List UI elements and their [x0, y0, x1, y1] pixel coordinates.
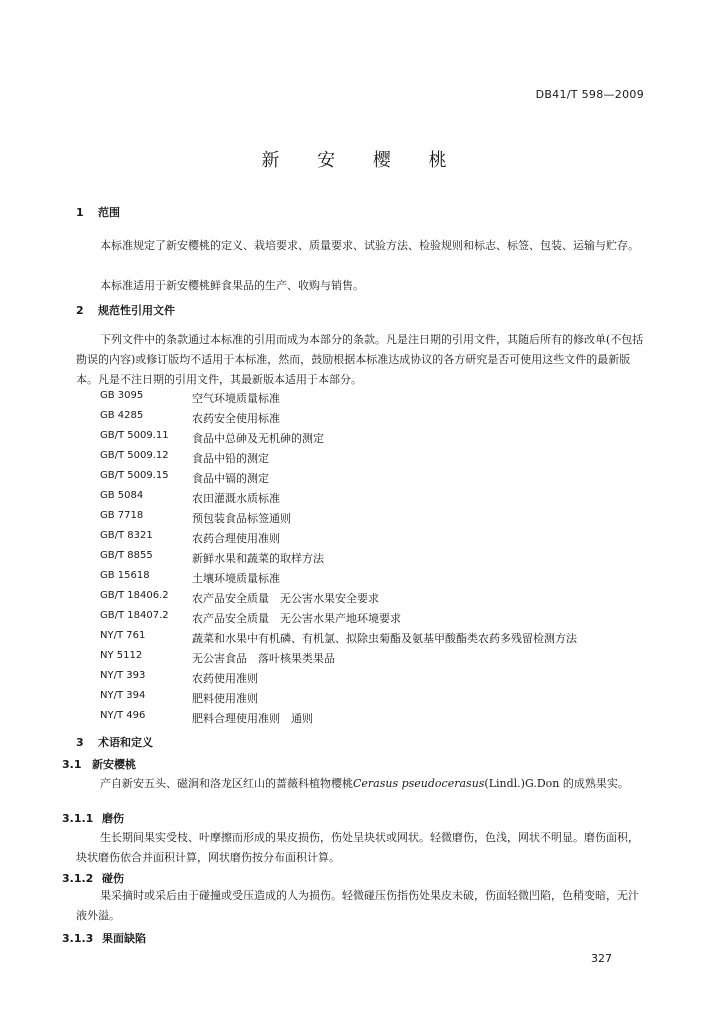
subsection-3-1-2-heading	[62, 870, 124, 886]
paragraph	[76, 774, 646, 794]
subsection-number: 3.1.2	[62, 872, 94, 885]
reference-code: GB/T 5009.11	[100, 430, 169, 441]
reference-title: 肥料使用准则	[192, 692, 258, 705]
section-number: 1	[76, 206, 84, 219]
reference-code: GB 5084	[100, 490, 144, 501]
reference-code: GB/T 8855	[100, 550, 153, 561]
reference-code: GB 3095	[100, 390, 144, 401]
reference-title: 农药安全使用标准	[192, 412, 280, 425]
reference-code: GB/T 8321	[100, 530, 153, 541]
section-number: 3	[76, 736, 84, 749]
reference-title: 无公害食品 落叶核果类果品	[192, 652, 335, 665]
reference-title: 空气环境质量标准	[192, 392, 280, 405]
subsection-number: 3.1.3	[62, 932, 94, 945]
section-title: 范围	[98, 206, 120, 219]
section-title: 术语和定义	[98, 736, 153, 749]
paragraph	[76, 236, 646, 256]
definition-text: 果采摘时或采后由于碰撞或受压造成的人为损伤。轻微碰压伤指伤处果皮未破，伤面轻微凹陷，色稍变暗，无汁液外溢。	[76, 889, 639, 922]
section-3-heading	[76, 734, 153, 750]
reference-title: 蔬菜和水果中有机磷、有机氯、拟除虫菊酯及氨基甲酸酯类农药多残留检测方法	[192, 632, 577, 645]
definition-text-tail: (Lindl.)G.Don 的成熟果实。	[484, 777, 629, 790]
refs-intro-text: 下列文件中的条款通过本标准的引用而成为本部分的条款。凡是注日期的引用文件，其随后所有的修改单(不包括勘误的内容)或修订版均不适用于本标准，然而，鼓励根据本标准达成协议的各方研究是否可使用这些文件的最新版本。凡是不注日期的引用文件，其最新版本适用于本部分。	[76, 333, 644, 386]
section-2-heading	[76, 302, 175, 318]
reference-code: GB/T 18406.2	[100, 590, 169, 601]
scope-text-1: 本标准规定了新安樱桃的定义、栽培要求、质量要求、试验方法、检验规则和标志、标签、包装、运输与贮存。	[100, 239, 639, 252]
reference-title: 农产品安全质量 无公害水果安全要求	[192, 592, 379, 605]
reference-code: NY 5112	[100, 650, 143, 661]
reference-title: 农药使用准则	[192, 672, 258, 685]
paragraph	[76, 828, 646, 868]
reference-code: GB/T 18407.2	[100, 610, 169, 621]
page-number: 327	[591, 952, 612, 965]
reference-title: 新鲜水果和蔬菜的取样方法	[192, 552, 324, 565]
reference-code: NY/T 394	[100, 690, 146, 701]
standard-number: DB41/T 598—2009	[535, 88, 644, 101]
paragraph	[76, 276, 646, 296]
reference-title: 农药合理使用准则	[192, 532, 280, 545]
reference-title: 肥料合理使用准则 通则	[192, 712, 313, 725]
reference-code: GB 15618	[100, 570, 150, 581]
reference-title: 食品中镉的测定	[192, 472, 269, 485]
reference-code: NY/T 761	[100, 630, 146, 641]
reference-title: 食品中总砷及无机砷的测定	[192, 432, 324, 445]
section-1-heading	[76, 204, 120, 220]
reference-title: 农产品安全质量 无公害水果产地环境要求	[192, 612, 401, 625]
section-number: 2	[76, 304, 84, 317]
reference-title: 预包装食品标签通则	[192, 512, 291, 525]
scope-text-2: 本标准适用于新安樱桃鲜食果品的生产、收购与销售。	[100, 279, 364, 292]
section-title: 规范性引用文件	[98, 304, 175, 317]
reference-code: GB 7718	[100, 510, 144, 521]
subsection-title: 新安樱桃	[92, 758, 136, 771]
document-title: 新 安 樱 桃	[261, 150, 463, 171]
paragraph	[76, 330, 646, 390]
subsection-title: 磨伤	[102, 812, 124, 825]
subsection-number: 3.1.1	[62, 812, 94, 825]
definition-text: 产自新安五头、磁涧和洛龙区红山的蔷薇科植物樱桃	[100, 777, 353, 790]
subsection-number: 3.1	[62, 758, 82, 771]
subsection-3-1-heading	[62, 756, 136, 772]
reference-title: 农田灌溉水质标准	[192, 492, 280, 505]
reference-code: GB/T 5009.12	[100, 450, 169, 461]
subsection-title: 碰伤	[102, 872, 124, 885]
subsection-3-1-1-heading	[62, 810, 124, 826]
definition-text: 生长期间果实受枝、叶摩擦而形成的果皮损伤，伤处呈块状或网状。轻微磨伤，色浅，网状不明显。磨伤面积，块状磨伤依合并面积计算，网状磨伤按分布面积计算。	[76, 831, 639, 864]
latin-name: Cerasus pseudocerasus	[353, 777, 485, 790]
paragraph	[76, 886, 646, 926]
subsection-title: 果面缺陷	[102, 932, 146, 945]
reference-title: 土壤环境质量标准	[192, 572, 280, 585]
reference-code: GB/T 5009.15	[100, 470, 169, 481]
reference-code: NY/T 496	[100, 710, 146, 721]
reference-title: 食品中铅的测定	[192, 452, 269, 465]
subsection-3-1-3-heading	[62, 930, 146, 946]
reference-code: NY/T 393	[100, 670, 146, 681]
reference-code: GB 4285	[100, 410, 144, 421]
